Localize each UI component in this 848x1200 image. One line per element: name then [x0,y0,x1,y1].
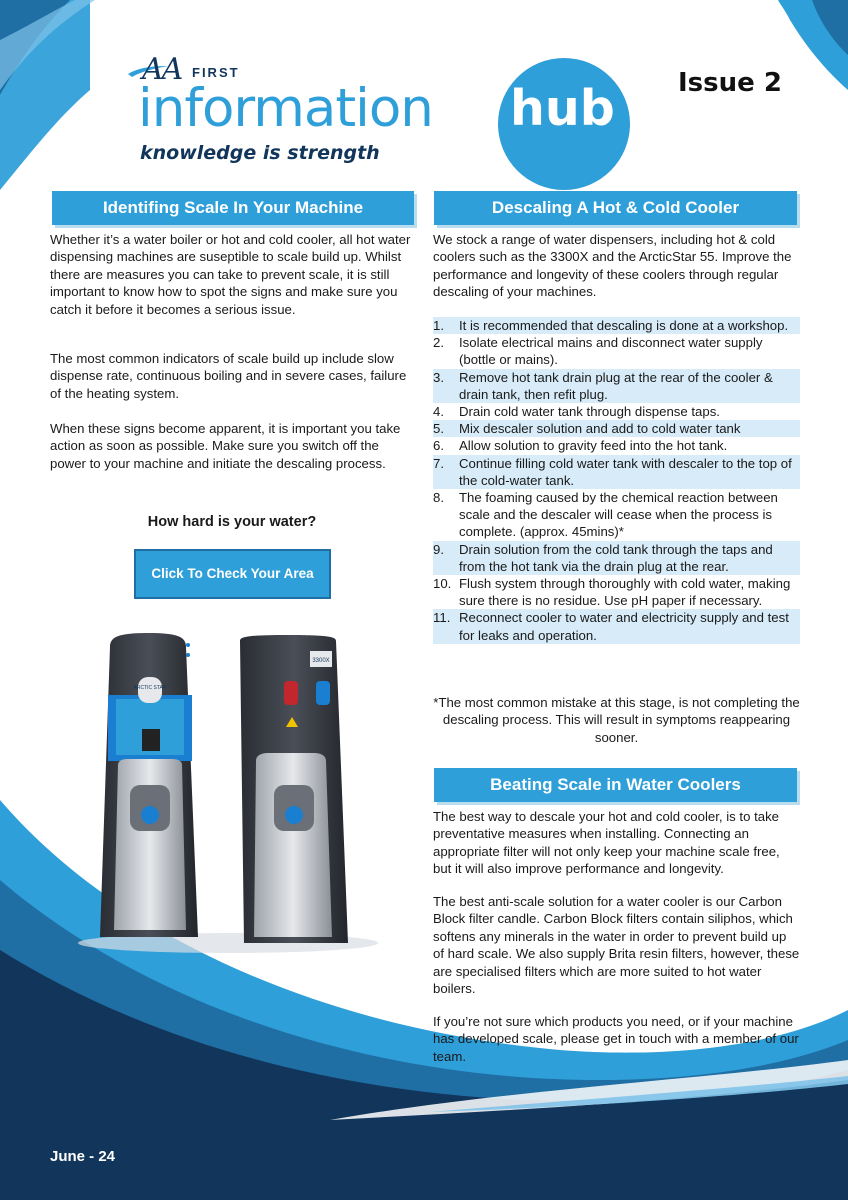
step-text: Remove hot tank drain plug at the rear of the cooler & drain tank, then refit plug. [459,369,773,402]
right-paragraph-2: The best anti-scale solution for a water cooler is our Carbon Block filter candle. Carbon Block filters contain siliphos, which softens any minerals in the water in order to prevent build up of hard scale. We also supply Brita resin filters, however, these are specialised filters which are more suited to hot water boilers. [433,894,800,997]
right-paragraph-1: The best way to descale your hot and cold cooler, is to take preventative measures when installing. Connecting an appropriate filter will not only keep your machine scale free, but it will also improve performance and longevity. [433,809,780,877]
step-number: 1. [433,318,444,333]
title-information: information [138,78,433,139]
water-hardness-question: How hard is your water? [147,514,317,530]
step-text: It is recommended that descaling is done at a workshop. [459,318,789,333]
list-item [433,489,800,541]
heading-identifying-scale: Identifing Scale In Your Machine [52,191,414,225]
common-mistake-note: *The most common mistake at this stage, is not completing the descaling process. This will result in symptoms reappearing sooner. [433,695,800,745]
list-item [433,369,800,403]
list-item [433,420,800,437]
list-item [433,575,800,609]
cooler2-label: 3300X [312,658,330,664]
step-number: 10. [433,576,452,592]
3300x-cooler [240,635,348,943]
step-text: Drain cold water tank through dispense taps. [459,404,720,420]
list-item [433,403,800,420]
step-number: 7. [433,455,444,471]
cooler1-label: ARCTIC STAR [133,685,167,691]
list-item [433,455,800,489]
step-text: Reconnect cooler to water and electricity supply and test for leaks and operation. [459,610,789,643]
heading-beating-scale: Beating Scale in Water Coolers [434,768,797,802]
step-number: 3. [433,369,444,385]
step-text: Flush system through thoroughly with cold water, making sure there is no residue. Use pH paper if necessary. [459,576,791,609]
left-paragraph-2: The most common indicators of scale build up include slow dispense rate, continuous boiling and in severe cases, failure of the heating system. [50,351,407,401]
step-number: 6. [433,438,444,454]
list-item [433,541,800,575]
step-number: 2. [433,335,444,351]
step-text: The foaming caused by the chemical reaction between scale and the descaler will cease when the process is complete. (approx. 45mins)* [459,490,778,540]
logo-first-text: FIRST [192,65,240,80]
right-paragraph-3: If you’re not sure which products you need, or if your machine has developed scale, please get in touch with a member of our team. [433,1014,799,1064]
list-item [433,317,800,334]
issue-date: June - 24 [50,1148,116,1165]
list-item [433,437,800,454]
step-text: Isolate electrical mains and disconnect water supply (bottle or mains). [459,335,763,368]
step-text: Continue filling cold water tank with descaler to the top of the cold-water tank. [459,455,792,488]
arctic-star-cooler [100,633,198,937]
tagline: knowledge is strength [140,142,380,164]
step-text: Drain solution from the cold tank through the taps and from the hot tank via the drain plug at the rear. [459,541,773,574]
check-your-area-button[interactable]: Click To Check Your Area [134,549,331,599]
list-item [433,609,800,643]
descaling-steps-list [433,317,800,644]
title-hub: hub [510,80,615,137]
step-text: Allow solution to gravity feed into the hot tank. [459,438,728,454]
issue-number: Issue 2 [678,68,782,98]
step-number: 9. [433,541,444,557]
step-number: 5. [433,421,444,437]
water-coolers-image [78,625,378,955]
logo-aa-text: AA [142,52,182,87]
left-paragraph-3: When these signs become apparent, it is important you take action as soon as possible. Make sure you switch off the power to your machine and initiate the descaling process. [50,421,401,471]
heading-descaling: Descaling A Hot & Cold Cooler [434,191,797,225]
left-paragraph-1: Whether it’s a water boiler or hot and cold cooler, all hot water dispensing machines are suseptible to scale build up. Whilst there are measures you can take to prevent scale, it is still important to know how to spot the signs and make sure you catch it before it becomes a serious issue. [50,232,411,317]
step-number: 4. [433,404,444,420]
step-number: 11. [433,610,451,626]
step-text: Mix descaler solution and add to cold water tank [459,421,741,437]
list-item [433,334,800,368]
step-number: 8. [433,490,444,506]
right-intro-paragraph: We stock a range of water dispensers, including hot & cold coolers such as the 3300X and the ArcticStar 55. Improve the performance and longevity of these coolers through regular descaling of your machines. [433,232,792,300]
